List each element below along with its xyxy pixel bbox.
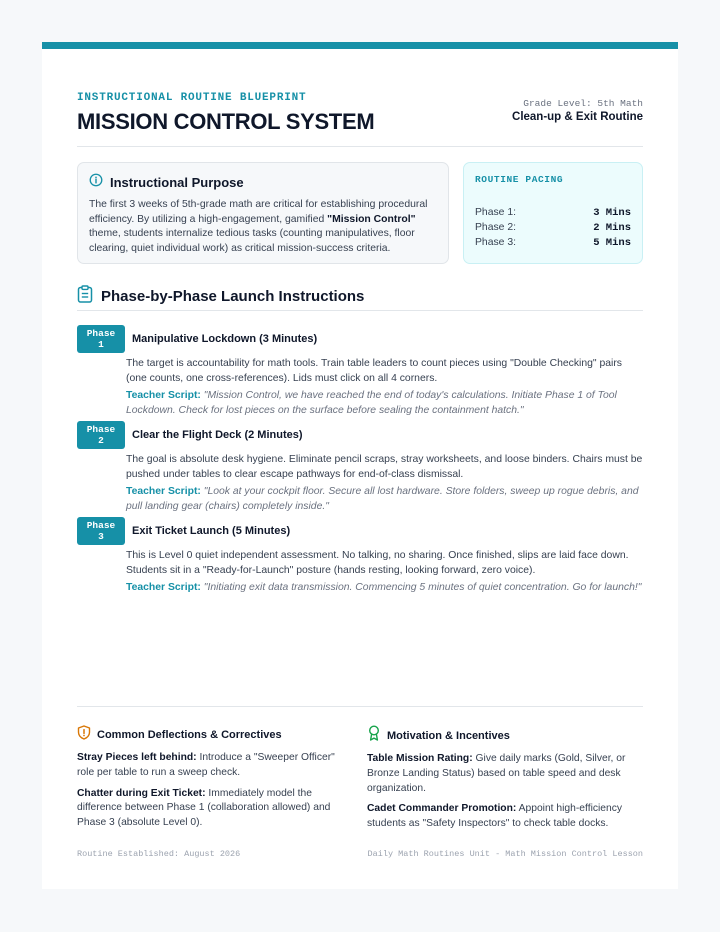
info-icon <box>89 173 103 192</box>
pacing-row: Phase 2: 2 Mins <box>475 222 631 234</box>
award-icon <box>367 725 381 746</box>
teacher-script: Teacher Script: "Mission Control, we have reached the end of today's calculations. Initiate Phase 1 of Tool Lockdown. Check for lost pieces on the surface before sealing the containment hatch." <box>126 390 617 417</box>
grade-level: Grade Level: 5th Math <box>523 98 643 109</box>
phase-badge: Phase 2 <box>77 421 125 449</box>
purpose-text: The first 3 weeks of 5th-grade math are critical for establishing procedural efficiency. By utilizing a high-engagement, gamified "Mission Control" theme, students internalize tedious tasks (counting manipulatives, floor clearing, quiet individual work) as critical mission-success criteria. <box>89 199 428 254</box>
pacing-row: Phase 1: 3 Mins <box>475 207 631 219</box>
bottom-divider <box>77 706 643 707</box>
phase-title: Exit Ticket Launch (5 Minutes) <box>132 525 291 537</box>
footer-unit: Daily Math Routines Unit - Math Mission Control Lesson <box>367 849 643 859</box>
pacing-card <box>463 162 643 264</box>
phase-body: The target is accountability for math tools. Train table leaders to count pieces using "Double Checking" pairs (one counts, one cross-references). Lids must click on all 4 corners. <box>126 358 623 384</box>
deflections-title: Common Deflections & Correctives <box>97 729 282 741</box>
section-title: Phase-by-Phase Launch Instructions <box>101 288 365 305</box>
phase-block <box>77 325 643 419</box>
document-page <box>42 42 678 889</box>
shield-alert-icon <box>77 725 91 745</box>
deflections-column <box>77 725 353 831</box>
pacing-row: Phase 3: 5 Mins <box>475 237 631 249</box>
footer-established: Routine Established: August 2026 <box>77 849 241 859</box>
motivation-item: Table Mission Rating: Give daily marks (Gold, Silver, or Bronze Landing Status) based on table speed and desk organization. <box>367 753 626 794</box>
eyebrow-label: INSTRUCTIONAL ROUTINE BLUEPRINT <box>77 92 307 104</box>
pacing-title: ROUTINE PACING <box>475 174 564 185</box>
phase-badge: Phase 3 <box>77 517 125 545</box>
phase-title: Manipulative Lockdown (3 Minutes) <box>132 333 318 345</box>
phase-body: The goal is absolute desk hygiene. Eliminate pencil scraps, stray worksheets, and loose binders. Chairs must be pushed under tables to clear escape pathways for end-of-class dismissal. <box>126 454 643 480</box>
purpose-card <box>77 162 449 264</box>
motivation-column <box>367 725 643 832</box>
deflection-item: Stray Pieces left behind: Introduce a "Sweeper Officer" role per table to run a sweep check. <box>77 752 335 778</box>
purpose-title: Instructional Purpose <box>110 175 244 190</box>
section-divider <box>77 310 643 311</box>
phase-body: This is Level 0 quiet independent assessment. No talking, no sharing. Once finished, slips are laid face down. Students sit in a "Ready-for-Launch" posture (hands resting, looking forward, zero voice). <box>126 550 629 576</box>
page-title: MISSION CONTROL SYSTEM <box>77 109 375 134</box>
motivation-title: Motivation & Incentives <box>387 729 510 742</box>
teacher-script: Teacher Script: "Initiating exit data transmission. Commencing 5 minutes of quiet concentration. Go for launch!" <box>126 582 642 594</box>
header-divider <box>77 146 643 147</box>
phase-title: Clear the Flight Deck (2 Minutes) <box>132 429 303 441</box>
deflection-item: Chatter during Exit Ticket: Immediately model the difference between Phase 1 (collaboration allowed) and Phase 3 (absolute Level 0). <box>77 787 331 829</box>
teacher-script: Teacher Script: "Look at your cockpit floor. Secure all lost hardware. Store folders, sweep up rogue debris, and pull landing gear (chairs) completely inside." <box>126 486 639 513</box>
phase-block <box>77 517 643 596</box>
motivation-item: Cadet Commander Promotion: Appoint high-efficiency students as "Safety Inspectors" to check table docks. <box>367 803 623 830</box>
phase-badge: Phase 1 <box>77 325 125 353</box>
mission-control-highlight: "Mission Control" <box>327 213 416 225</box>
phase-block <box>77 421 643 515</box>
clipboard-icon <box>77 285 93 308</box>
instructions-heading <box>77 285 364 308</box>
routine-name: Clean-up & Exit Routine <box>512 111 643 123</box>
